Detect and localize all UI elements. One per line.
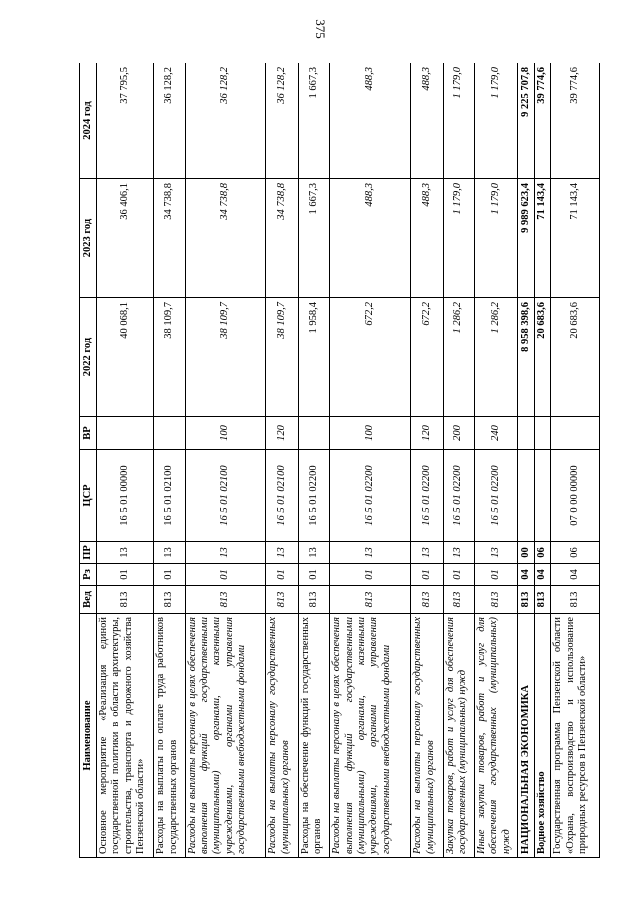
row-csr: 16 5 01 02100: [266, 450, 298, 542]
row-rz: 04: [534, 564, 551, 586]
row-rz: 01: [330, 564, 411, 586]
row-csr: 16 5 01 02200: [474, 450, 517, 542]
row-ved: 813: [97, 586, 154, 614]
row-2024: 9 225 707,8: [518, 63, 535, 179]
rotated-table-frame: [79, 63, 600, 858]
row-rz: 01: [443, 564, 474, 586]
table-row: [298, 63, 329, 858]
row-2024: 1 667,3: [298, 63, 329, 179]
row-pr: 06: [534, 542, 551, 564]
row-csr: [518, 450, 535, 542]
row-2022: 672,2: [411, 298, 443, 417]
row-rz: 04: [551, 564, 600, 586]
row-pr: 13: [154, 542, 185, 564]
row-name: Государственная программа Пензенской области «Охрана, воспроизводство и использование природных ресурсов в Пензенской области»: [551, 614, 600, 858]
table-row: [518, 63, 535, 858]
row-pr: 00: [518, 542, 535, 564]
row-vr: [298, 417, 329, 450]
table-row: [97, 63, 154, 858]
row-name: НАЦИОНАЛЬНАЯ ЭКОНОМИКА: [518, 614, 535, 858]
row-ved: 813: [551, 586, 600, 614]
row-rz: 01: [411, 564, 443, 586]
header-rz: Рз: [80, 564, 97, 586]
row-csr: 16 5 01 00000: [97, 450, 154, 542]
row-2022: 1 958,4: [298, 298, 329, 417]
row-2022: 38 109,7: [266, 298, 298, 417]
row-csr: 16 5 01 02200: [298, 450, 329, 542]
row-2024: 36 128,2: [154, 63, 185, 179]
row-2022: 38 109,7: [154, 298, 185, 417]
page-number: 375: [313, 19, 328, 39]
row-2024: 1 179,0: [474, 63, 517, 179]
row-2022: 40 068,1: [97, 298, 154, 417]
header-vr: ВР: [80, 417, 97, 450]
row-2024: 36 128,2: [185, 63, 266, 179]
header-pr: ПР: [80, 542, 97, 564]
row-2023: 9 989 623,4: [518, 179, 535, 298]
row-csr: 16 5 01 02200: [411, 450, 443, 542]
row-pr: 13: [298, 542, 329, 564]
row-name: Расходы на выплаты персоналу государственных (муниципальных) органов: [266, 614, 298, 858]
row-pr: 13: [185, 542, 266, 564]
row-vr: 100: [330, 417, 411, 450]
table-row: [330, 63, 411, 858]
row-vr: 240: [474, 417, 517, 450]
header-ved: Вед: [80, 586, 97, 614]
row-2022: 20 683,6: [534, 298, 551, 417]
row-2023: 1 179,0: [474, 179, 517, 298]
row-ved: 813: [154, 586, 185, 614]
row-2023: 488,3: [411, 179, 443, 298]
row-csr: [534, 450, 551, 542]
row-2024: 1 179,0: [443, 63, 474, 179]
row-rz: 01: [266, 564, 298, 586]
row-2022: 1 286,2: [474, 298, 517, 417]
row-2024: 36 128,2: [266, 63, 298, 179]
row-pr: 13: [330, 542, 411, 564]
table-row: [185, 63, 266, 858]
row-2023: 71 143,4: [551, 179, 600, 298]
row-vr: 120: [411, 417, 443, 450]
row-rz: 01: [154, 564, 185, 586]
row-csr: 16 5 01 02100: [185, 450, 266, 542]
row-ved: 813: [266, 586, 298, 614]
row-ved: 813: [411, 586, 443, 614]
row-vr: [551, 417, 600, 450]
header-2022: 2022 год: [80, 298, 97, 417]
row-2023: 36 406,1: [97, 179, 154, 298]
table-row: [534, 63, 551, 858]
row-vr: 100: [185, 417, 266, 450]
row-pr: 13: [266, 542, 298, 564]
table-row: [266, 63, 298, 858]
budget-table-sheet: [79, 63, 600, 858]
table-row: [474, 63, 517, 858]
row-2022: 1 286,2: [443, 298, 474, 417]
row-2023: 34 738,8: [185, 179, 266, 298]
table-row: [411, 63, 443, 858]
row-name: Иные закупки товаров, работ и услуг для обеспечения государственных (муниципальных) нужд: [474, 614, 517, 858]
header-name: Наименование: [80, 614, 97, 858]
row-pr: 06: [551, 542, 600, 564]
row-2024: 39 774,6: [534, 63, 551, 179]
row-name: Водное хозяйство: [534, 614, 551, 858]
table-header-row: [80, 63, 97, 858]
row-pr: 13: [411, 542, 443, 564]
row-pr: 13: [97, 542, 154, 564]
row-csr: 16 5 01 02200: [330, 450, 411, 542]
row-2024: 488,3: [330, 63, 411, 179]
row-2023: 34 738,8: [266, 179, 298, 298]
header-2023: 2023 год: [80, 179, 97, 298]
row-name: Расходы на выплаты по оплате труда работников государственных органов: [154, 614, 185, 858]
row-name: Расходы на выплаты персоналу государственных (муниципальных) органов: [411, 614, 443, 858]
row-vr: [518, 417, 535, 450]
row-2024: 37 795,5: [97, 63, 154, 179]
row-vr: 120: [266, 417, 298, 450]
row-vr: 200: [443, 417, 474, 450]
row-rz: 01: [185, 564, 266, 586]
row-ved: 813: [474, 586, 517, 614]
row-pr: 13: [474, 542, 517, 564]
table-row: [154, 63, 185, 858]
row-name: Основное мероприятие «Реализация единой государственной политики в области архитектуры, строительства, транспорта и дорожного хозяйства Пензенской области»: [97, 614, 154, 858]
row-2022: 672,2: [330, 298, 411, 417]
row-2023: 488,3: [330, 179, 411, 298]
row-ved: 813: [443, 586, 474, 614]
table-row: [551, 63, 600, 858]
row-2023: 34 738,8: [154, 179, 185, 298]
header-csr: ЦСР: [80, 450, 97, 542]
row-rz: 01: [298, 564, 329, 586]
row-name: Закупка товаров, работ и услуг для обеспечения государственных (муниципальных) нужд: [443, 614, 474, 858]
row-vr: [97, 417, 154, 450]
row-vr: [154, 417, 185, 450]
row-csr: 16 5 01 02100: [154, 450, 185, 542]
budget-table: [79, 63, 600, 858]
row-ved: 813: [518, 586, 535, 614]
row-2023: 1 179,0: [443, 179, 474, 298]
row-2023: 1 667,3: [298, 179, 329, 298]
row-2022: 38 109,7: [185, 298, 266, 417]
row-name: Расходы на выплаты персоналу в целях обеспечения выполнения функций государственными (муниципальными) органами, казенными учреждениями, органами управления государственными внебюджетными фондами: [185, 614, 266, 858]
row-2024: 488,3: [411, 63, 443, 179]
row-2024: 39 774,6: [551, 63, 600, 179]
table-row: [443, 63, 474, 858]
row-ved: 813: [330, 586, 411, 614]
row-rz: 01: [474, 564, 517, 586]
row-ved: 813: [185, 586, 266, 614]
row-name: Расходы на выплаты персоналу в целях обеспечения выполнения функций государственными (муниципальными) органами, казенными учреждениями, органами управления государственными внебюджетными фондами: [330, 614, 411, 858]
row-csr: 07 0 00 00000: [551, 450, 600, 542]
row-ved: 813: [298, 586, 329, 614]
row-2022: 20 683,6: [551, 298, 600, 417]
row-vr: [534, 417, 551, 450]
row-2023: 71 143,4: [534, 179, 551, 298]
row-name: Расходы на обеспечение функций государственных органов: [298, 614, 329, 858]
row-2022: 8 958 398,6: [518, 298, 535, 417]
header-2024: 2024 год: [80, 63, 97, 179]
row-rz: 01: [97, 564, 154, 586]
row-pr: 13: [443, 542, 474, 564]
row-ved: 813: [534, 586, 551, 614]
row-csr: 16 5 01 02200: [443, 450, 474, 542]
row-rz: 04: [518, 564, 535, 586]
